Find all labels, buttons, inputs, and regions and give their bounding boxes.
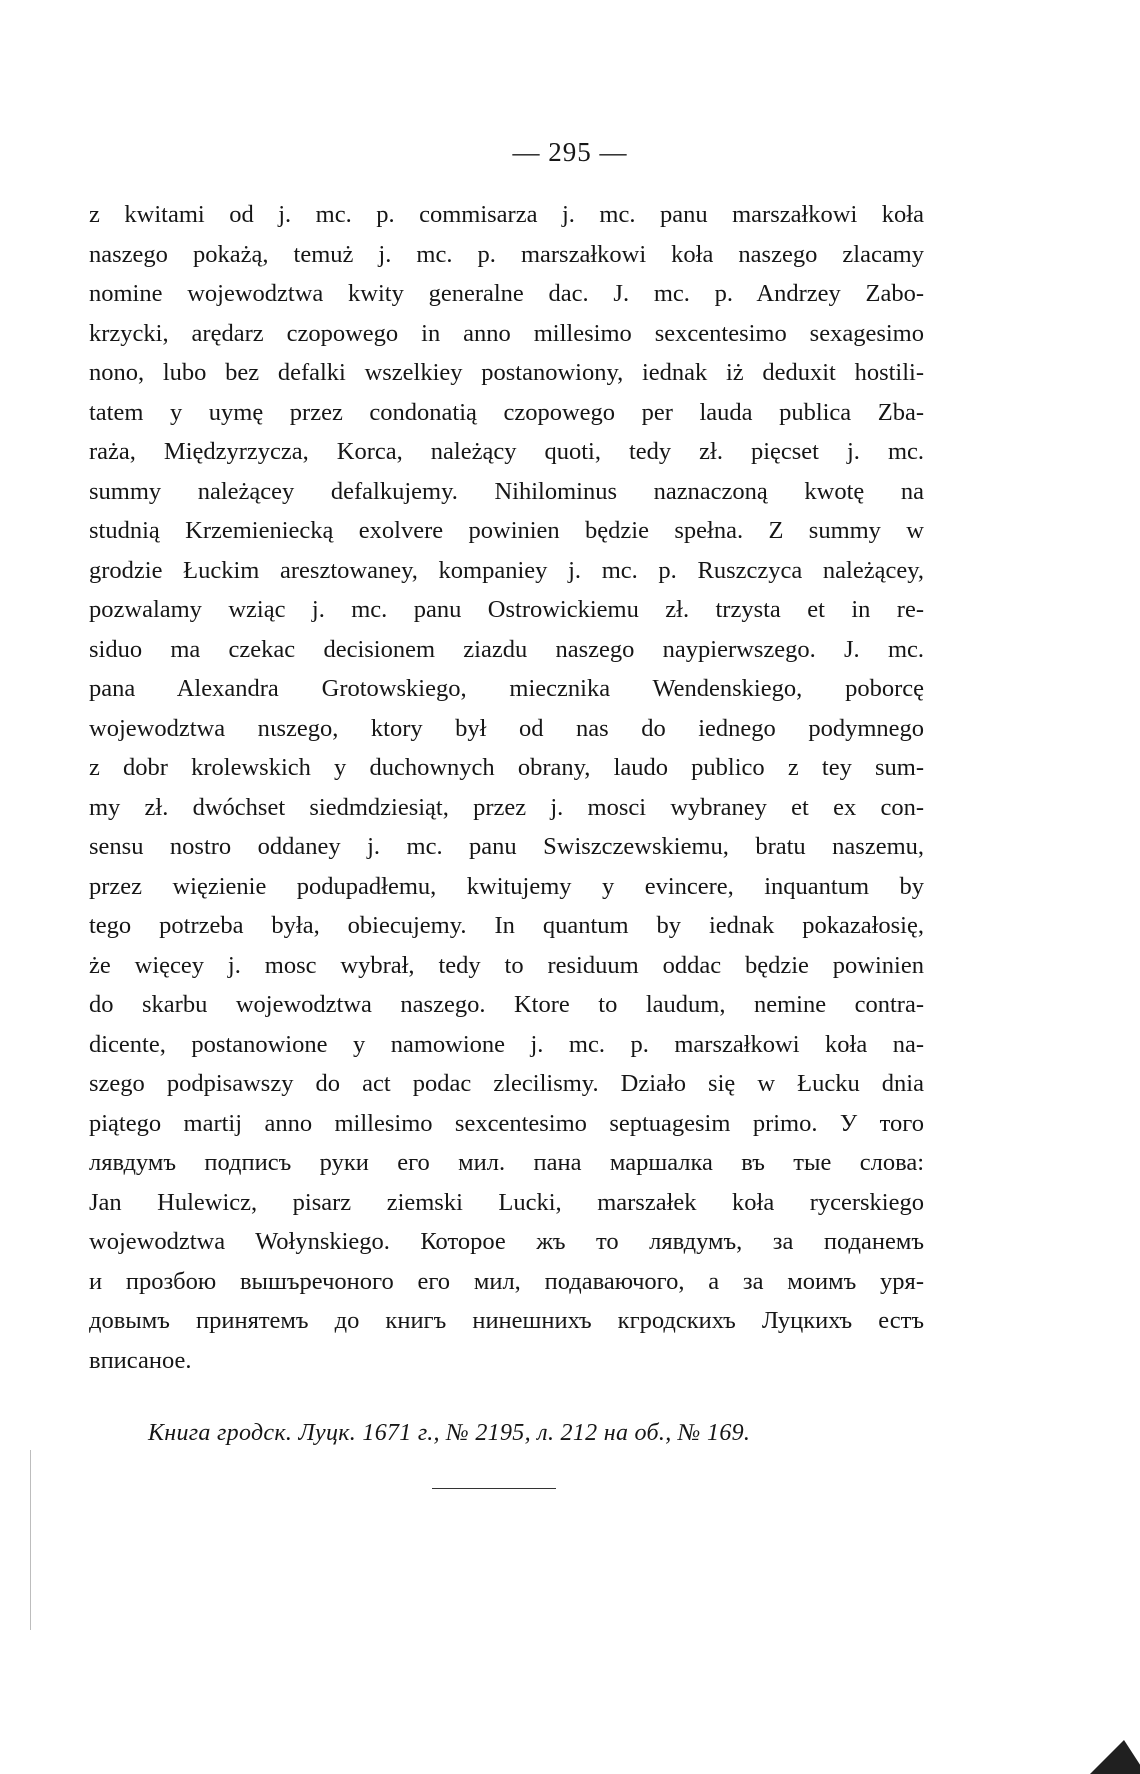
text-line: grodzie Łuckim aresztowaney, kompaniey j. mc. p. Ruszczyca należącey,	[89, 556, 924, 584]
text-line: sensu nostro oddaney j. mc. panu Swiszczewskiemu, bratu naszemu,	[89, 833, 924, 860]
text-line: raża, Międzyrzycza, Korca, należący quoti, tedy zł. pięcset j. mc.	[89, 438, 924, 465]
text-line: pozwalamy wziąc j. mc. panu Ostrowickiemu zł. trzysta et in re-	[89, 596, 924, 623]
text-line: dicente, postanowione y namowione j. mc. p. marszałkowi koła na-	[89, 1030, 924, 1058]
text-line: tego potrzeba była, obiecujemy. In quantum by iednak pokazałosię,	[89, 912, 924, 939]
text-line: wojewodztwa Wołynskiego. Которое жъ то лявдумъ, за поданемъ	[89, 1228, 924, 1255]
text-line: nono, lubo bez defalki wszelkiey postanowiony, iednak iż deduxit hostili-	[89, 359, 924, 386]
text-line: że więcey j. mosc wybrał, tedy to residuum oddac będzie powinien	[89, 951, 924, 979]
text-line: piątego martij anno millesimo sexcentesimo septuagesim primo. У того	[89, 1109, 924, 1137]
body-text	[89, 195, 924, 1380]
text-line: pana Alexandra Grotowskiego, miecznika Wendenskiego, poborcę	[89, 675, 924, 702]
page-number: — 295 —	[512, 137, 628, 167]
text-line: przez więzienie podupadłemu, kwitujemy y evincere, inquantum by	[89, 872, 924, 900]
text-line: naszego pokażą, temuż j. mc. p. marszałkowi koła naszego zlacamy	[89, 240, 924, 268]
text-line: studnią Krzemieniecką exolvere powinien będzie spełna. Z summy w	[89, 517, 924, 544]
text-line: Jan Hulewicz, pisarz ziemski Lucki, marszałek koła rycerskiego	[89, 1188, 924, 1216]
text-line: вписаное.	[89, 1346, 192, 1374]
text-line: и прозбою вышъречоного его мил, подаваючого, а за моимъ уря-	[89, 1267, 924, 1295]
text-line: z kwitami od j. mc. p. commisarza j. mc. panu marszałkowi koła	[89, 201, 924, 228]
text-line: nomine wojewodztwa kwity generalne dac. J. mc. p. Andrzey Zabo-	[89, 280, 924, 307]
text-line: довымъ принятемъ до книгъ нинешнихъ кгродскихъ Луцкихъ естъ	[89, 1307, 924, 1334]
text-line: siduo ma czekac decisionem ziazdu naszego naypierwszego. J. mc.	[89, 635, 924, 663]
text-line: tatem y uymę przez condonatią czopowego per lauda publica Zba-	[89, 398, 924, 426]
text-line: my zł. dwóchset siedmdziesiąt, przez j. mosci wybraney et ex con-	[89, 793, 924, 821]
text-line: summy należącey defalkujemy. Nihilominus naznaczoną kwotę na	[89, 477, 924, 505]
section-divider	[432, 1488, 556, 1489]
text-line: wojewodztwa nιszego, ktory był od nas do iednego podymnego	[89, 714, 924, 742]
text-line: лявдумъ подписъ руки его мил. пана маршалка въ тые слова:	[89, 1149, 924, 1176]
source-citation: Книга гродск. Луцк. 1671 г., № 2195, л. 212 на об., № 169.	[148, 1420, 751, 1446]
text-line: krzycki, arędarz czopowego in anno millesimo sexcentesimo sexagesimo	[89, 319, 924, 347]
scan-edge-mark	[30, 1450, 31, 1630]
text-line: z dobr krolewskich y duchownych obrany, laudo publico z tey sum-	[89, 754, 924, 781]
scan-corner-mark	[1090, 1740, 1140, 1774]
text-line: do skarbu wojewodztwa naszego. Ktore to laudum, nemine contra-	[89, 991, 924, 1018]
text-line: szego podpisawszy do act podac zlecilismy. Działo się w Łucku dnia	[89, 1070, 924, 1097]
